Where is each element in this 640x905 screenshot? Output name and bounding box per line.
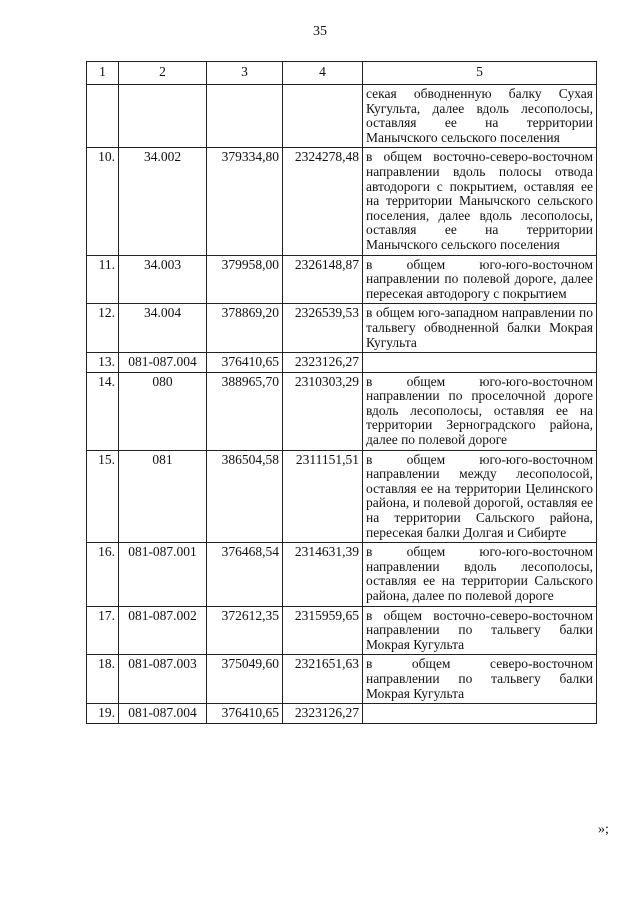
point-id: 081-087.004 xyxy=(119,353,207,373)
column-header: 1 xyxy=(87,62,119,85)
row-number: 10. xyxy=(87,148,119,255)
row-number: 12. xyxy=(87,304,119,353)
point-id: 081-087.004 xyxy=(119,704,207,724)
description: в общем восточно-северо-восточном направлении по тальвегу балки Мокрая Кугульта xyxy=(363,606,597,655)
table-row xyxy=(87,450,597,543)
page-number: 35 xyxy=(313,24,327,39)
row-number: 19. xyxy=(87,704,119,724)
point-id: 081-087.003 xyxy=(119,655,207,704)
point-id: 34.003 xyxy=(119,255,207,304)
column-header: 5 xyxy=(363,62,597,85)
x-coordinate: 376410,65 xyxy=(207,704,283,724)
row-number xyxy=(87,85,119,148)
y-coordinate: 2323126,27 xyxy=(283,353,363,373)
x-coordinate: 379958,00 xyxy=(207,255,283,304)
x-coordinate: 375049,60 xyxy=(207,655,283,704)
row-number: 13. xyxy=(87,353,119,373)
row-number: 14. xyxy=(87,372,119,450)
description: в общем юго-юго-восточном направлении по проселочной дороге вдоль лесополосы, оставляя ее на территории Зерноградского района, далее по полевой дороге xyxy=(363,372,597,450)
description xyxy=(363,353,597,373)
boundary-table xyxy=(86,61,597,724)
column-header: 4 xyxy=(283,62,363,85)
description: в общем юго-западном направлении по тальвегу обводненной балки Мокрая Кугульта xyxy=(363,304,597,353)
x-coordinate xyxy=(207,85,283,148)
x-coordinate: 376410,65 xyxy=(207,353,283,373)
point-id: 34.004 xyxy=(119,304,207,353)
table-row xyxy=(87,372,597,450)
description: в общем северо-восточном направлении по тальвегу балки Мокрая Кугульта xyxy=(363,655,597,704)
point-id: 081-087.001 xyxy=(119,543,207,606)
point-id: 081 xyxy=(119,450,207,543)
description: в общем юго-юго-восточном направлении между лесополосой, оставляя ее на территории Целинского района, и полевой дорогой, оставляя ее на территории Сальского района, пересекая балки Долгая и Сибирте xyxy=(363,450,597,543)
description: в общем юго-юго-восточном направлении вдоль лесополосы, оставляя ее на территории Сальского района, далее по полевой дороге xyxy=(363,543,597,606)
table-row xyxy=(87,85,597,148)
y-coordinate: 2310303,29 xyxy=(283,372,363,450)
y-coordinate: 2323126,27 xyxy=(283,704,363,724)
table-row xyxy=(87,148,597,255)
table-row xyxy=(87,606,597,655)
table-row xyxy=(87,255,597,304)
point-id xyxy=(119,85,207,148)
x-coordinate: 378869,20 xyxy=(207,304,283,353)
y-coordinate: 2326539,53 xyxy=(283,304,363,353)
x-coordinate: 386504,58 xyxy=(207,450,283,543)
description xyxy=(363,704,597,724)
table-row xyxy=(87,543,597,606)
column-header: 3 xyxy=(207,62,283,85)
table-row xyxy=(87,704,597,724)
table-row xyxy=(87,655,597,704)
header-row xyxy=(87,62,597,85)
y-coordinate: 2314631,39 xyxy=(283,543,363,606)
row-number: 11. xyxy=(87,255,119,304)
point-id: 080 xyxy=(119,372,207,450)
row-number: 16. xyxy=(87,543,119,606)
closing-quote: »; xyxy=(598,822,609,837)
point-id: 34.002 xyxy=(119,148,207,255)
column-header: 2 xyxy=(119,62,207,85)
row-number: 17. xyxy=(87,606,119,655)
description: в общем юго-юго-восточном направлении по полевой дороге, далее пересекая автодорогу с покрытием xyxy=(363,255,597,304)
table-row xyxy=(87,304,597,353)
y-coordinate: 2324278,48 xyxy=(283,148,363,255)
description: в общем восточно-северо-восточном направлении вдоль полосы отвода автодороги с покрытием, оставляя ее на территории Манычского сельского поселения, далее вдоль лесополосы, оставляя ее на территории Манычского сельского поселения xyxy=(363,148,597,255)
description: секая обводненную балку Сухая Кугульта, далее вдоль лесополосы, оставляя ее на территории Манычского сельского поселения xyxy=(363,85,597,148)
table-row xyxy=(87,353,597,373)
x-coordinate: 376468,54 xyxy=(207,543,283,606)
x-coordinate: 372612,35 xyxy=(207,606,283,655)
y-coordinate: 2315959,65 xyxy=(283,606,363,655)
y-coordinate xyxy=(283,85,363,148)
row-number: 18. xyxy=(87,655,119,704)
point-id: 081-087.002 xyxy=(119,606,207,655)
y-coordinate: 2326148,87 xyxy=(283,255,363,304)
row-number: 15. xyxy=(87,450,119,543)
y-coordinate: 2311151,51 xyxy=(283,450,363,543)
x-coordinate: 388965,70 xyxy=(207,372,283,450)
x-coordinate: 379334,80 xyxy=(207,148,283,255)
y-coordinate: 2321651,63 xyxy=(283,655,363,704)
